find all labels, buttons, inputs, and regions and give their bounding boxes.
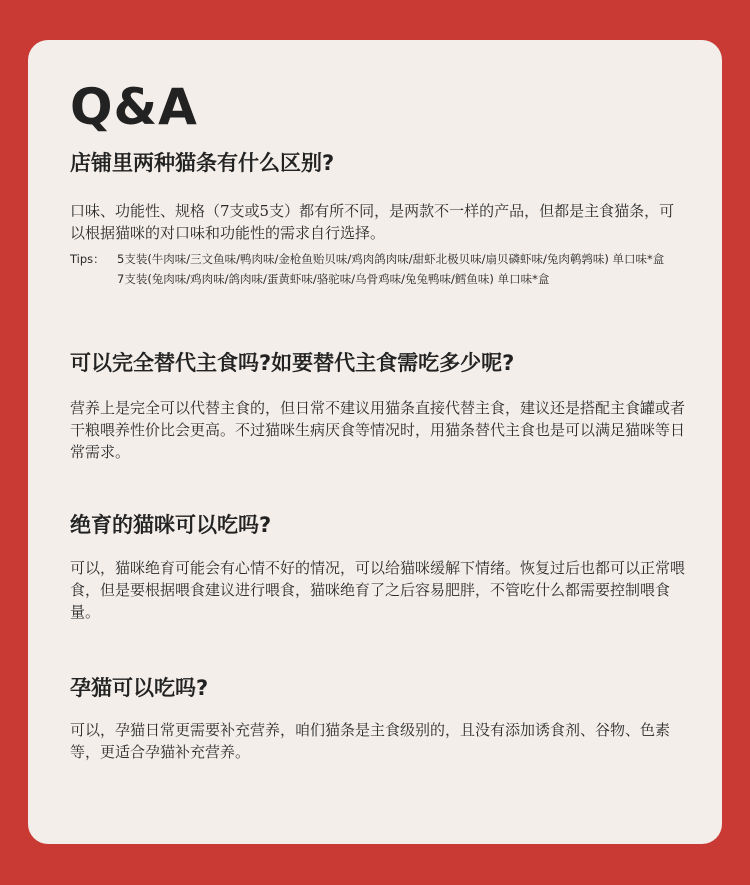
answer-2: 营养上是完全可以代替主食的，但日常不建议用猫条直接代替主食，建议还是搭配主食罐或者干粮喂养性价比会更高。不过猫咪生病厌食等情况时，用猫条替代主食也是可以满足猫咪等日常需求。 (70, 399, 686, 461)
tips-line-5-pack: 5支装(牛肉味/三文鱼味/鸭肉味/金枪鱼贻贝味/鸡肉鸽肉味/甜虾北极贝味/扇贝磷虾味/兔肉鹌鹑味) 单口味*盒 (117, 252, 665, 266)
tips-label: Tips： (70, 252, 105, 266)
tips-line-7-pack: 7支装(兔肉味/鸡肉味/鸽肉味/蛋黄虾味/骆驼味/乌骨鸡味/兔兔鸭味/鳕鱼味) 单口味*盒 (117, 272, 550, 286)
answer-1: 口味、功能性、规格（7支或5支）都有所不同，是两款不一样的产品，但都是主食猫条，可以根据猫咪的对口味和功能性的需求自行选择。 (70, 202, 675, 242)
tips-body (117, 249, 685, 289)
qa-card (28, 40, 722, 844)
answer-4: 可以，孕猫日常更需要补充营养，咱们猫条是主食级别的，且没有添加诱食剂、谷物、色素等，更适合孕猫补充营养。 (70, 721, 671, 761)
question-4: 孕猫可以吃吗? (70, 676, 209, 700)
question-2: 可以完全替代主食吗?如要替代主食需吃多少呢? (70, 351, 515, 375)
question-1: 店铺里两种猫条有什么区别? (70, 151, 335, 175)
answer-3: 可以，猫咪绝育可能会有心情不好的情况，可以给猫咪缓解下情绪。恢复过后也都可以正常喂食，但是要根据喂食建议进行喂食，猫咪绝育了之后容易肥胖，不管吃什么都需要控制喂食量。 (70, 559, 686, 621)
tips-block (70, 249, 685, 289)
page-title: Q&A (70, 78, 198, 136)
question-3: 绝育的猫咪可以吃吗? (70, 513, 272, 537)
